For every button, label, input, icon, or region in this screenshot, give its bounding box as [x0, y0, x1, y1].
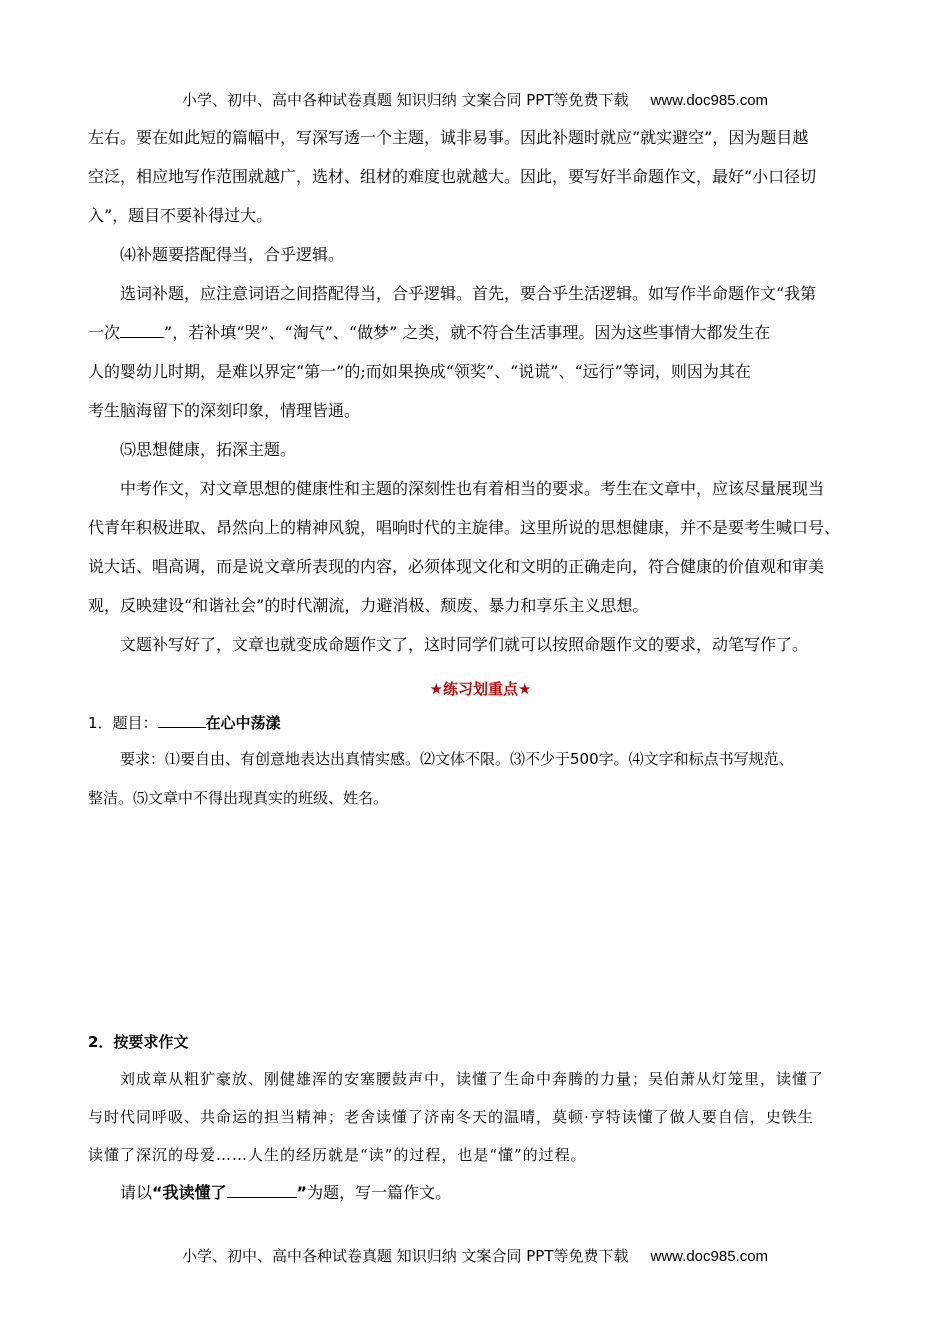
text-segment: 请以 [120, 1183, 153, 1202]
question-1-requirements: 整洁。⑸文章中不得出现真实的班级、姓名。 [88, 789, 389, 807]
footer-text: 小学、初中、高中各种试卷真题 知识归纳 文案合同 PPT等免费下载 [181, 1247, 629, 1265]
text-segment: ”，若补填“哭”、“淘气”、“做梦” 之类，就不符合生活事理。因为这些事情大都发生在 [164, 323, 771, 342]
paragraph-line [88, 321, 770, 345]
paragraph-line: 人的婴幼儿时期，是难以界定“第一”的;而如果换成“领奖”、“说谎”、“远行”等词，则因为其在 [88, 362, 751, 381]
title-suffix: 在心中荡漾 [205, 714, 281, 732]
prompt-title-close: ” [296, 1183, 308, 1202]
paragraph-line: 考生脑海留下的深刻印象，情理皆通。 [88, 401, 361, 420]
header-url[interactable]: www.doc985.com [650, 92, 769, 109]
practice-section-title: ★练习划重点★ [429, 680, 532, 698]
page-header [0, 89, 950, 110]
question-1-requirements: 要求：⑴要自由、有创意地表达出真情实感。⑵文体不限。⑶不少于500字。⑷文字和标点书写规范、 [120, 750, 794, 768]
material-line: 读懂了深沉的母爱……人生的经历就是“读”的过程，也是“懂”的过程。 [88, 1146, 587, 1164]
question-1-title [88, 711, 281, 735]
paragraph-line: 说大话、唱高调，而是说文章所表现的内容，必须体现文化和文明的正确走向，符合健康的价值观和审美 [88, 557, 825, 576]
page-footer [0, 1245, 950, 1266]
paragraph-line: 代青年积极进取、昂然向上的精神风貌，唱响时代的主旋律。这里所说的思想健康，并不是要考生喊口号、 [88, 518, 841, 537]
paragraph-line: 空泛，相应地写作范围就越广，选材、组材的难度也就越大。因此，要写好半命题作文，最好“小口径切 [88, 167, 817, 186]
paragraph-line: 选词补题，应注意词语之间搭配得当，合乎逻辑。首先，要合乎生活逻辑。如写作半命题作文“我第 [120, 284, 817, 303]
paragraph-line: 中考作文，对文章思想的健康性和主题的深刻性也有着相当的要求。考生在文章中，应该尽量展现当 [120, 479, 825, 498]
fill-blank [227, 1181, 297, 1198]
material-line: 刘成章从粗犷豪放、刚健雄浑的安塞腰鼓声中，读懂了生命中奔腾的力量；吴伯萧从灯笼里，读懂了 [120, 1070, 825, 1088]
text-segment: 一次 [88, 323, 121, 342]
paragraph-line: 左右。要在如此短的篇幅中，写深写透一个主题，诚非易事。因此补题时就应“就实避空”，因为题目越 [88, 128, 809, 147]
material-line: 与时代同呼吸、共命运的担当精神；老舍读懂了济南冬天的温晴，莫顿·亨特读懂了做人要自信，史铁生 [88, 1108, 814, 1126]
paragraph-line: 入”，题目不要补得过大。 [88, 206, 273, 225]
subheading-4: ⑷补题要搭配得当，合乎逻辑。 [120, 245, 345, 264]
question-number: 1．题目： [88, 714, 158, 732]
header-text: 小学、初中、高中各种试卷真题 知识归纳 文案合同 PPT等免费下载 [181, 91, 629, 109]
paragraph-line: 观，反映建设“和谐社会”的时代潮流，力避消极、颓废、暴力和享乐主义思想。 [88, 596, 649, 615]
fill-blank [158, 711, 206, 728]
text-segment: 为题，写一篇作文。 [307, 1183, 452, 1202]
question-2-heading: 2．按要求作文 [88, 1033, 189, 1051]
paragraph-line: 文题补写好了，文章也就变成命题作文了，这时同学们就可以按照命题作文的要求，动笔写作了。 [120, 635, 809, 654]
footer-url[interactable]: www.doc985.com [650, 1248, 769, 1265]
fill-blank [120, 321, 164, 338]
question-2-prompt [120, 1181, 451, 1205]
subheading-5: ⑸思想健康，拓深主题。 [120, 440, 297, 459]
prompt-title: “我读懂了 [152, 1183, 227, 1202]
